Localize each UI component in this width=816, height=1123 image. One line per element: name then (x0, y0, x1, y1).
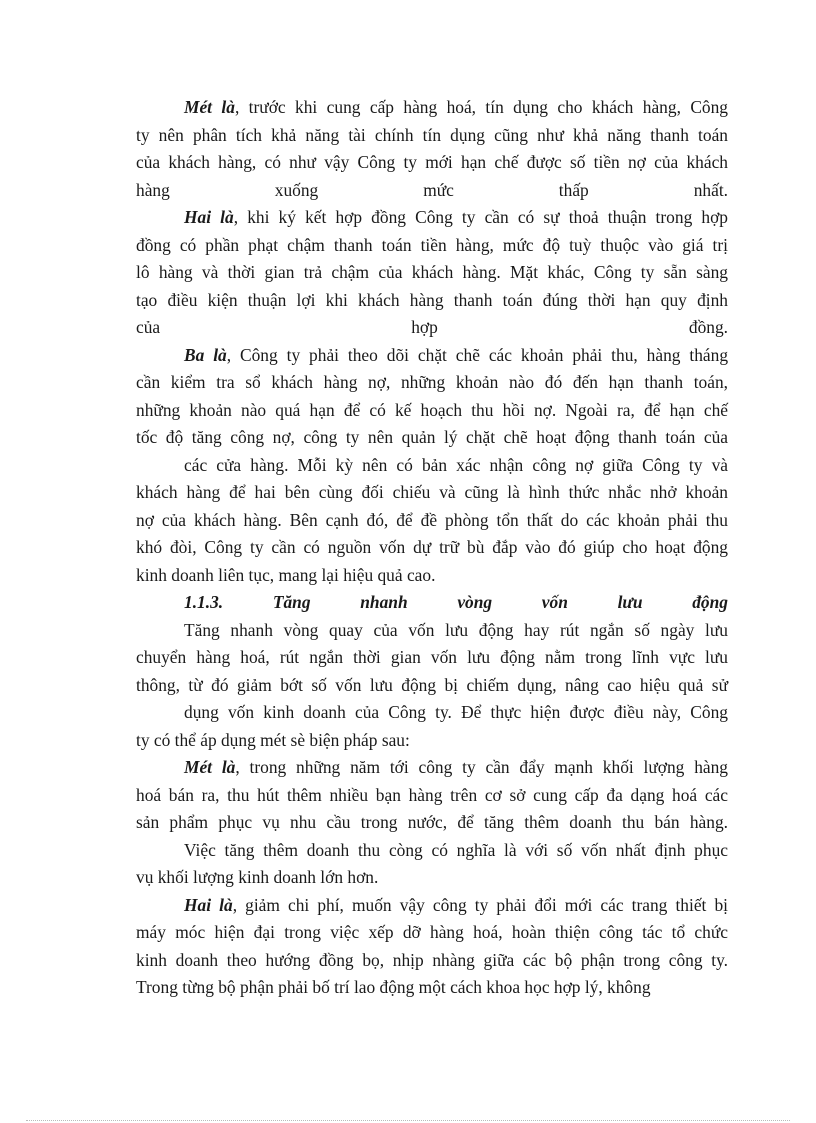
paragraph-2-line-1: Hai là, khi ký kết hợp đồng Công ty cần có sự thoả thuận trong hợp (184, 207, 728, 227)
page-bottom-divider (26, 1120, 790, 1121)
paragraph-6-line-3: kinh doanh theo hướng đồng bọ, nhịp nhàng giữa các bộ phận trong công ty. (136, 949, 728, 970)
paragraph-4-line-1: Tăng nhanh vòng quay của vốn lưu động hay rút ngắn số ngày lưu (184, 619, 728, 640)
paragraph-1-line-2: ty nên phân tích khả năng tài chính tín dụng cũng như khả năng thanh toán (136, 124, 728, 145)
paragraph-4-line-3: thông, từ đó giảm bớt số vốn lưu động bị chiếm dụng, nâng cao hiệu quả sử (136, 674, 728, 695)
paragraph-1-line-1: Mét là, trước khi cung cấp hàng hoá, tín dụng cho khách hàng, Công (184, 97, 729, 117)
paragraph-5-line-5: vụ khối lượng kinh doanh lớn hơn. (136, 867, 379, 887)
lead-term: Ba là (184, 344, 227, 365)
paragraph-5-line-2: hoá bán ra, thu hút thêm nhiều bạn hàng trên cơ sở cung cấp đa dạng hoá các (136, 784, 728, 805)
paragraph-1-line-4: hàng xuống mức thấp nhất. (136, 179, 728, 200)
paragraph-1-line-3: của khách hàng, có như vậy Công ty mới hạn chế được số tiền nợ của khách (136, 152, 728, 172)
paragraph-2-line-2: đồng có phần phạt chậm thanh toán tiền hàng, mức độ tuỳ thuộc vào giá trị (136, 234, 728, 255)
paragraph-2-line-3: lô hàng và thời gian trả chậm của khách hàng. Mặt khác, Công ty sẵn sàng (136, 262, 728, 282)
paragraph-5-line-3: sản phẩm phục vụ nhu cầu trong nước, để tăng thêm doanh thu bán hàng. (136, 812, 728, 832)
lead-term: Mét là (184, 757, 236, 777)
paragraph-5-line-4: Việc tăng thêm doanh thu còng có nghĩa là với số vốn nhất định phục (184, 839, 728, 860)
paragraph-3-line-2: cần kiểm tra sổ khách hàng nợ, những khoản nào đó đến hạn thanh toán, (136, 372, 728, 392)
paragraph-4-line-2: chuyển hàng hoá, rút ngắn thời gian vốn lưu động nằm trong lĩnh vực lưu (136, 647, 728, 667)
paragraph-3-line-1: Ba là, Công ty phải theo dõi chặt chẽ các khoản phải thu, hàng tháng (184, 344, 729, 365)
paragraph-5-line-1: Mét là, trong những năm tới công ty cần đẩy mạnh khối lượng hàng (184, 757, 728, 777)
paragraph-3-line-3: những khoản nào quá hạn để có kế hoạch thu hồi nợ. Ngoài ra, để hạn chế (136, 399, 728, 420)
paragraph-3-line-4: tốc độ tăng công nợ, công ty nên quản lý chặt chẽ hoạt động thanh toán của (136, 427, 728, 447)
paragraph-3-line-6: khách hàng để hai bên cùng đối chiếu và cũng là hình thức nhắc nhở khoản (136, 482, 728, 502)
section-heading: 1.1.3. Tăng nhanh vòng vốn lưu động (184, 592, 728, 612)
paragraph-4-line-5: ty có thể áp dụng mét sè biện pháp sau: (136, 729, 410, 750)
paragraph-2-line-4: tạo điều kiện thuận lợi khi khách hàng thanh toán đúng thời hạn quy định (136, 289, 728, 310)
lead-term: Hai là (184, 894, 233, 915)
lead-term: Mét là (184, 97, 235, 117)
paragraph-6-line-1: Hai là, giảm chi phí, muốn vậy công ty phải đổi mới các trang thiết bị (184, 894, 729, 915)
body-text (136, 94, 728, 1002)
paragraph-4-line-4: dụng vốn kinh doanh của Công ty. Để thực hiện được điều này, Công (184, 702, 728, 722)
paragraph-3-line-9: kinh doanh liên tục, mang lại hiệu quả cao. (136, 564, 436, 585)
paragraph-3-line-5: các cửa hàng. Mỗi kỳ nên có bản xác nhận công nợ giữa Công ty và (184, 454, 728, 475)
lead-term: Hai là (184, 207, 234, 227)
paragraph-6-line-2: máy móc hiện đại trong việc xếp dỡ hàng hoá, hoàn thiện công tác tổ chức (136, 922, 728, 942)
paragraph-3-line-8: khó đòi, Công ty cần có nguồn vốn dự trữ bù đắp vào đó giúp cho hoạt động (136, 537, 728, 557)
paragraph-3-line-7: nợ của khách hàng. Bên cạnh đó, để đề phòng tổn thất do các khoản phải thu (136, 509, 728, 530)
paragraph-6-line-4: Trong từng bộ phận phải bố trí lao động một cách khoa học hợp lý, không (136, 977, 651, 997)
paragraph-2-line-5: của hợp đồng. (136, 317, 728, 337)
